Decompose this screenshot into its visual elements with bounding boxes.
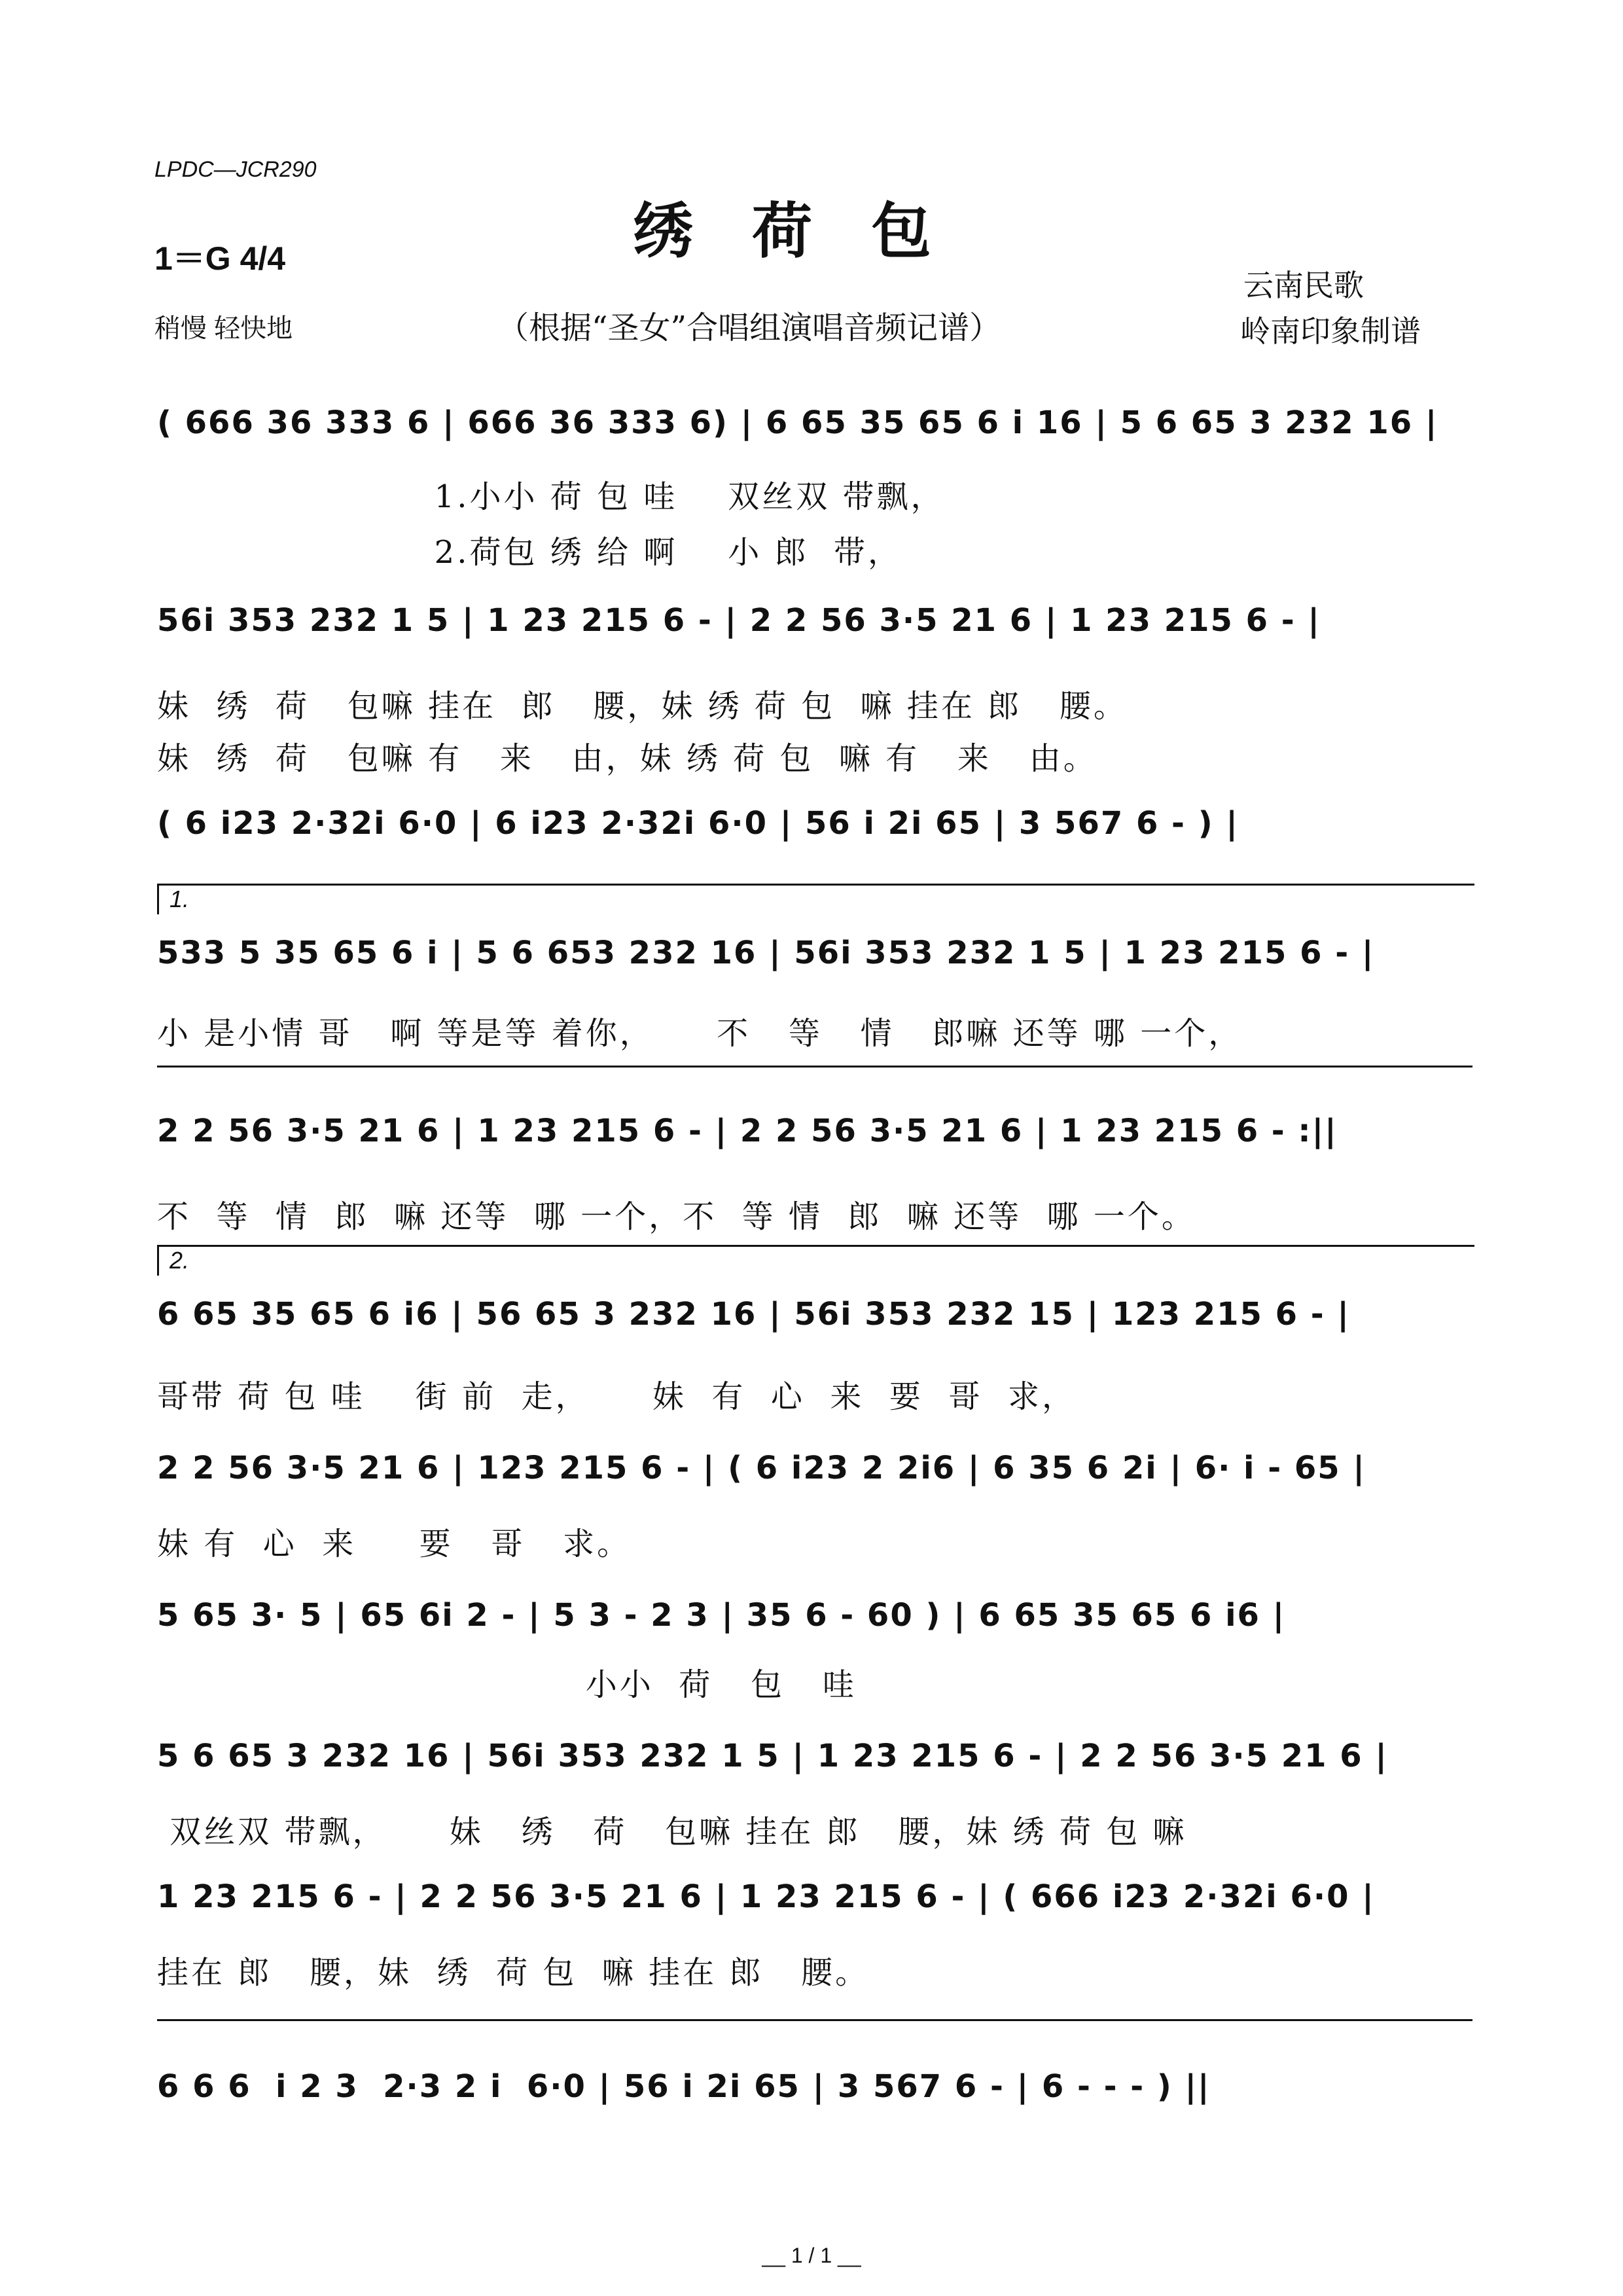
volta-extension xyxy=(157,1066,1472,1067)
notation-line: 5 6 65 3 232 16 | 56i 353 232 1 5 | 1 23 215 6 - | 2 2 56 3·5 21 6 | xyxy=(157,1738,1388,1774)
lyric-line: 1.小小 荷 包 哇 双丝双 带飘， xyxy=(157,478,945,515)
lyric-line: 不 等 情 郎 嘛 还等 哪 一个，不 等 情 郎 嘛 还等 哪 一个。 xyxy=(157,1198,1196,1235)
notation-line: 533 5 35 65 6 i | 5 6 653 232 16 | 56i 353 232 1 5 | 1 23 215 6 - | xyxy=(157,935,1375,971)
volta-bracket-2 xyxy=(157,1245,1474,1276)
notation-line: 6 65 35 65 6 i6 | 56 65 3 232 16 | 56i 353 232 15 | 123 215 6 - | xyxy=(157,1296,1350,1333)
volta-label: 1. xyxy=(169,886,190,912)
score-code: LPDC—JCR290 xyxy=(154,157,317,182)
notation-line: 2 2 56 3·5 21 6 | 123 215 6 - | ( 6 i23 2 2i6 | 6 35 6 2i | 6· i - 65 | xyxy=(157,1450,1366,1486)
notation-line: 2 2 56 3·5 21 6 | 1 23 215 6 - | 2 2 56 3·5 21 6 | 1 23 215 6 - :|| xyxy=(157,1113,1338,1149)
lyric-line: 小小 荷 包 哇 xyxy=(157,1666,857,1703)
lyric-line: 哥带 荷 包 哇 街 前 走， 妹 有 心 来 要 哥 求， xyxy=(157,1378,1076,1415)
lyric-line: 挂在 郎 腰，妹 绣 荷 包 嘛 挂在 郎 腰。 xyxy=(157,1954,870,1991)
notation-line: 56i 353 232 1 5 | 1 23 215 6 - | 2 2 56 3·5 21 6 | 1 23 215 6 - | xyxy=(157,602,1321,639)
notation-line: 1 23 215 6 - | 2 2 56 3·5 21 6 | 1 23 215 6 - | ( 666 i23 2·32i 6·0 | xyxy=(157,1878,1375,1915)
volta-label: 2. xyxy=(169,1247,190,1274)
origin-credit: 云南民歌 xyxy=(1243,268,1364,303)
page-number: __ 1 / 1 __ xyxy=(762,2244,861,2267)
notation-line: ( 6 i23 2·32i 6·0 | 6 i23 2·32i 6·0 | 56 i 2i 65 | 3 567 6 - ) | xyxy=(157,805,1239,842)
lyric-line: 双丝双 带飘， 妹 绣 荷 包嘛 挂在 郎 腰，妹 绣 荷 包 嘛 xyxy=(157,1814,1187,1850)
notation-line: 5 65 3· 5 | 65 6i 2 - | 5 3 - 2 3 | 35 6 - 60 ) | 6 65 35 65 6 i6 | xyxy=(157,1597,1286,1634)
notation-line: ( 666 36 333 6 | 666 36 333 6) | 6 65 35 65 6 i 16 | 5 6 65 3 232 16 | xyxy=(157,404,1438,441)
volta-bracket-1 xyxy=(157,884,1474,914)
subtitle: （根据“圣女”合唱组演唱音频记谱） xyxy=(497,310,1001,346)
page-title: 绣荷包 xyxy=(632,196,990,266)
lyric-line: 妹 有 心 来 要 哥 求。 xyxy=(157,1526,632,1562)
key-signature: 1＝G 4/4 xyxy=(154,240,286,277)
lyric-line: 2.荷包 绣 给 啊 小 郎 带， xyxy=(157,534,902,571)
lyric-line: 妹 绣 荷 包嘛 挂在 郎 腰，妹 绣 荷 包 嘛 挂在 郎 腰。 xyxy=(157,688,1128,725)
lyric-line: 小 是小情 哥 啊 等是等 着你， 不 等 情 郎嘛 还等 哪 一个， xyxy=(157,1015,1243,1052)
coda-bracket xyxy=(157,2019,1472,2021)
arranger-credit: 岭南印象制谱 xyxy=(1240,314,1421,349)
notation-line: 6 6 6 i 2 3 2·3 2 i 6·0 | 56 i 2i 65 | 3 567 6 - | 6 - - - ) || xyxy=(157,2068,1211,2105)
lyric-line: 妹 绣 荷 包嘛 有 来 由，妹 绣 荷 包 嘛 有 来 由。 xyxy=(157,740,1097,777)
tempo-marking: 稍慢 轻快地 xyxy=(154,314,293,343)
